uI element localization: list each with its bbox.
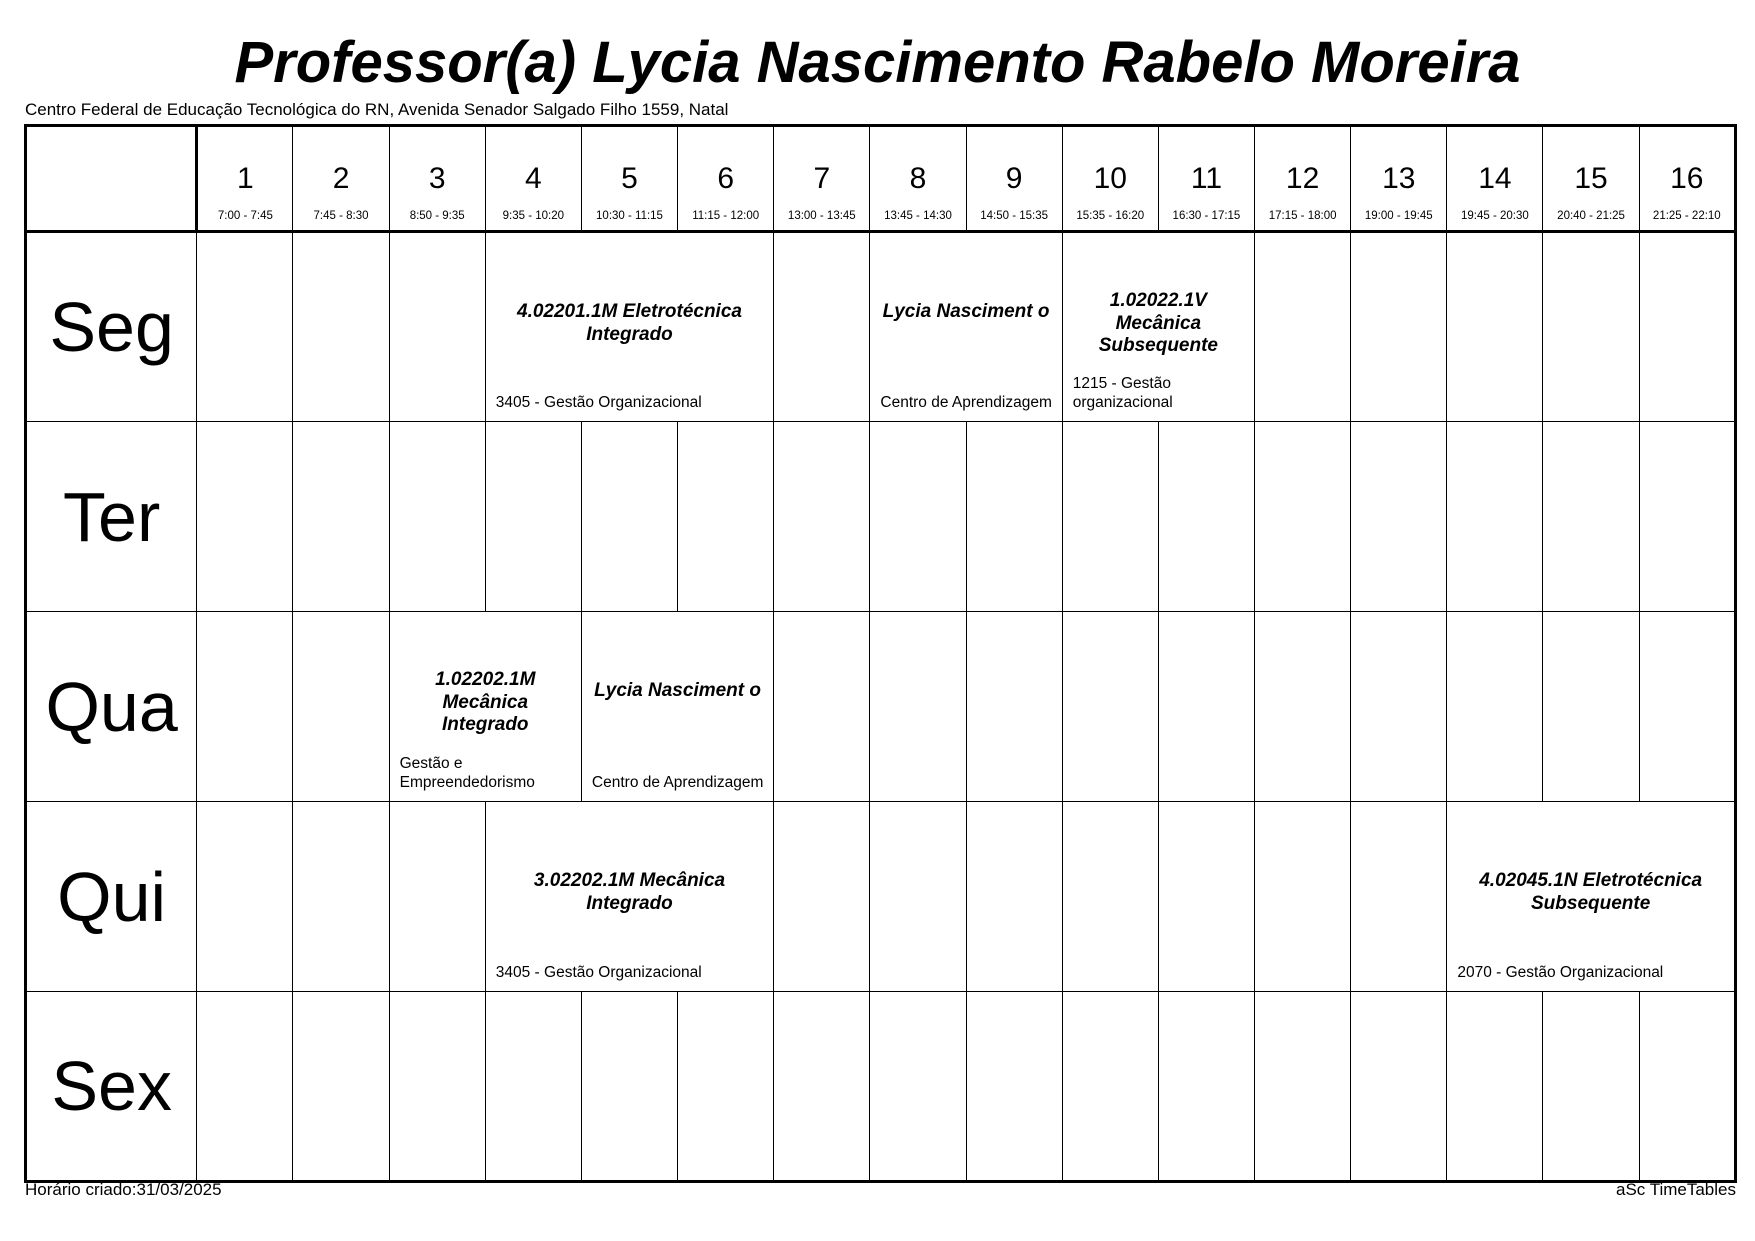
empty-cell: [1543, 612, 1639, 802]
empty-cell: [197, 992, 293, 1182]
empty-cell: [293, 232, 389, 422]
empty-cell: [1351, 232, 1447, 422]
day-label: Qua: [26, 612, 197, 802]
empty-cell: [774, 612, 870, 802]
empty-cell: [1255, 992, 1351, 1182]
lesson-room: Centro de Aprendizagem: [591, 773, 764, 791]
period-number: 13: [1382, 162, 1416, 195]
period-header: [774, 126, 870, 232]
empty-cell: [1447, 422, 1543, 612]
empty-cell: [1255, 802, 1351, 992]
empty-cell: [774, 422, 870, 612]
lesson-room: 3405 - Gestão Organizacional: [495, 393, 702, 411]
empty-cell: [1543, 992, 1639, 1182]
period-number: 9: [1005, 162, 1023, 195]
empty-cell: [389, 802, 485, 992]
lesson-class: 4.02201.1M Eletrotécnica Integrado: [517, 301, 742, 345]
empty-cell: [293, 612, 389, 802]
lesson-cell[interactable]: [581, 612, 773, 802]
empty-cell: [1158, 992, 1254, 1182]
empty-cell: [870, 422, 966, 612]
empty-cell: [1351, 992, 1447, 1182]
empty-cell: [581, 422, 677, 612]
lesson-cell[interactable]: [485, 802, 773, 992]
period-time: 20:40 - 21:25: [1557, 210, 1625, 222]
period-header: [1158, 126, 1254, 232]
period-header: [678, 126, 774, 232]
empty-cell: [870, 612, 966, 802]
empty-cell: [1543, 232, 1639, 422]
empty-cell: [389, 422, 485, 612]
period-time: 13:45 - 14:30: [884, 210, 952, 222]
period-number: 2: [332, 162, 350, 195]
empty-cell: [1158, 802, 1254, 992]
created-date: Horário criado:31/03/2025: [25, 1180, 222, 1199]
empty-cell: [1158, 422, 1254, 612]
period-header: [966, 126, 1062, 232]
period-number: 7: [813, 162, 831, 195]
lesson-class: 4.02045.1N Eletrotécnica Subsequente: [1479, 870, 1703, 914]
empty-cell: [485, 992, 581, 1182]
period-number: 12: [1285, 162, 1320, 195]
empty-cell: [1543, 422, 1639, 612]
empty-cell: [1255, 232, 1351, 422]
timetable-grid: [24, 124, 1737, 1183]
empty-cell: [197, 612, 293, 802]
day-label: Sex: [26, 992, 197, 1182]
period-number: 15: [1574, 162, 1608, 195]
empty-cell: [870, 992, 966, 1182]
period-time: 21:25 - 22:10: [1652, 210, 1721, 222]
corner-cell: [26, 126, 197, 232]
lesson-cell[interactable]: [485, 232, 773, 422]
period-number: 8: [909, 162, 927, 195]
lesson-cell[interactable]: [1447, 802, 1736, 992]
empty-cell: [389, 232, 485, 422]
lesson-cell[interactable]: [389, 612, 581, 802]
empty-cell: [1062, 422, 1158, 612]
lesson-cell[interactable]: [870, 232, 1062, 422]
period-time: 15:35 - 16:20: [1076, 210, 1145, 222]
empty-cell: [870, 802, 966, 992]
empty-cell: [774, 802, 870, 992]
empty-cell: [1062, 992, 1158, 1182]
empty-cell: [1639, 422, 1735, 612]
lesson-room: 2070 - Gestão Organizacional: [1457, 963, 1664, 981]
lesson-room: 1215 - Gestão organizacional: [1072, 375, 1173, 411]
empty-cell: [1639, 612, 1735, 802]
period-header: [870, 126, 966, 232]
period-time: 14:50 - 15:35: [980, 210, 1049, 222]
lesson-class: 1.02022.1V Mecânica Subsequente: [1098, 290, 1219, 356]
day-row-qui: [26, 802, 1736, 992]
period-time: 16:30 - 17:15: [1172, 210, 1241, 222]
period-header: [389, 126, 485, 232]
period-time: 7:00 - 7:45: [217, 210, 273, 222]
period-number: 5: [621, 162, 638, 195]
lesson-room: Gestão e Empreendedorismo: [399, 755, 535, 791]
empty-cell: [966, 802, 1062, 992]
period-time: 17:15 - 18:00: [1268, 210, 1337, 222]
empty-cell: [1639, 232, 1735, 422]
lesson-class: Lycia Nasciment o: [594, 680, 761, 701]
lesson-class: 3.02202.1M Mecânica Integrado: [533, 870, 726, 914]
period-header: [1639, 126, 1735, 232]
school-address: Centro Federal de Educação Tecnológica do RN, Avenida Senador Salgado Filho 1559, Natal: [25, 100, 729, 119]
empty-cell: [1062, 612, 1158, 802]
empty-cell: [293, 992, 389, 1182]
empty-cell: [966, 992, 1062, 1182]
empty-cell: [1447, 232, 1543, 422]
period-header: [1447, 126, 1543, 232]
empty-cell: [1158, 612, 1254, 802]
period-header-row: [26, 126, 1736, 232]
period-time: 10:30 - 11:15: [596, 210, 663, 222]
day-row-sex: [26, 992, 1736, 1182]
lesson-class: Lycia Nasciment o: [882, 301, 1050, 322]
empty-cell: [1062, 802, 1158, 992]
software-credit: aSc TimeTables: [1616, 1180, 1736, 1199]
empty-cell: [1351, 802, 1447, 992]
empty-cell: [1639, 992, 1735, 1182]
empty-cell: [1255, 612, 1351, 802]
empty-cell: [1255, 422, 1351, 612]
period-number: 11: [1190, 162, 1223, 195]
empty-cell: [678, 992, 774, 1182]
lesson-cell[interactable]: [1062, 232, 1254, 422]
period-time: 11:15 - 12:00: [692, 210, 760, 222]
empty-cell: [1447, 992, 1543, 1182]
period-number: 1: [237, 162, 254, 195]
period-number: 6: [717, 162, 734, 195]
period-time: 8:50 - 9:35: [409, 210, 465, 222]
lesson-room: 3405 - Gestão Organizacional: [495, 963, 702, 981]
empty-cell: [966, 612, 1062, 802]
empty-cell: [774, 992, 870, 1182]
empty-cell: [678, 422, 774, 612]
period-number: 10: [1093, 162, 1127, 195]
empty-cell: [581, 992, 677, 1182]
empty-cell: [197, 422, 293, 612]
period-time: 7:45 - 8:30: [313, 210, 369, 222]
period-number: 16: [1670, 162, 1704, 195]
period-number: 14: [1478, 162, 1512, 195]
period-header: [485, 126, 581, 232]
lesson-room: Centro de Aprendizagem: [880, 393, 1052, 411]
period-header: [197, 126, 293, 232]
day-row-qua: [26, 612, 1736, 802]
empty-cell: [1351, 612, 1447, 802]
period-number: 4: [525, 162, 542, 195]
lesson-class: 1.02202.1M Mecânica Integrado: [435, 669, 536, 735]
empty-cell: [197, 802, 293, 992]
empty-cell: [197, 232, 293, 422]
period-number: 3: [428, 162, 446, 195]
empty-cell: [966, 422, 1062, 612]
day-row-ter: [26, 422, 1736, 612]
empty-cell: [389, 992, 485, 1182]
day-label: Ter: [26, 422, 197, 612]
page-title: Professor(a) Lycia Nascimento Rabelo Moreira: [234, 30, 1521, 95]
empty-cell: [1351, 422, 1447, 612]
empty-cell: [293, 422, 389, 612]
period-header: [1351, 126, 1447, 232]
period-header: [1062, 126, 1158, 232]
empty-cell: [1447, 612, 1543, 802]
period-time: 13:00 - 13:45: [787, 210, 856, 222]
period-header: [1543, 126, 1639, 232]
empty-cell: [485, 422, 581, 612]
day-label: Qui: [26, 802, 197, 992]
empty-cell: [774, 232, 870, 422]
period-header: [293, 126, 389, 232]
period-time: 19:45 - 20:30: [1461, 210, 1529, 222]
period-header: [1255, 126, 1351, 232]
period-time: 19:00 - 19:45: [1364, 210, 1433, 222]
day-row-seg: [26, 232, 1736, 422]
empty-cell: [293, 802, 389, 992]
period-header: [581, 126, 677, 232]
period-time: 9:35 - 10:20: [502, 210, 565, 222]
day-label: Seg: [26, 232, 197, 422]
